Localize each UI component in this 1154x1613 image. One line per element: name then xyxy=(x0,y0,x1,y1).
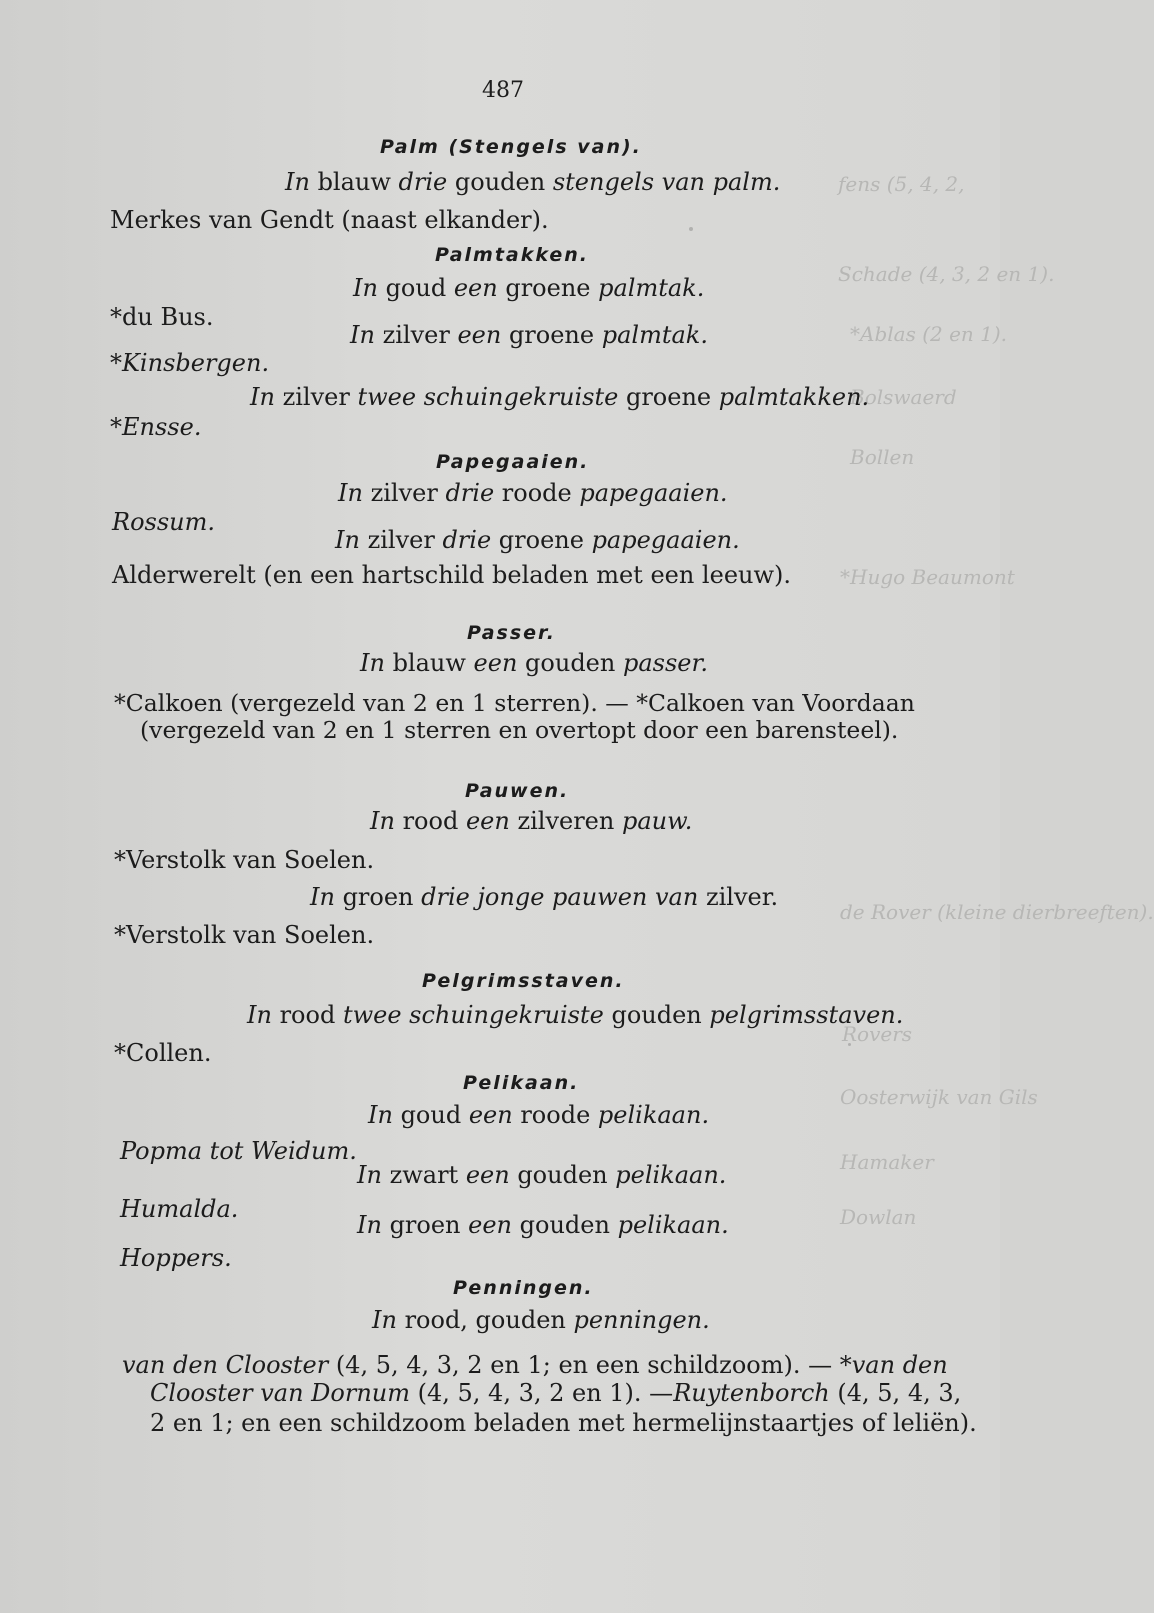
blazon-line: In goud een groene palmtak. xyxy=(353,274,705,302)
family-entry: 2 en 1; en een schildzoom beladen met hermelijnstaartjes of leliën). xyxy=(150,1409,977,1437)
blazon-line: In zilver een groene palmtak. xyxy=(350,321,708,349)
bleed-through-text: Bollen xyxy=(850,445,915,469)
bleed-through-text: Hamaker xyxy=(840,1150,934,1174)
section-heading-pelikaan: Pelikaan. xyxy=(463,1072,580,1094)
family-entry: *Calkoen (vergezeld van 2 en 1 sterren). — *Calkoen van Voordaan xyxy=(114,689,915,717)
bleed-through-text: *Hugo Beaumont xyxy=(840,565,1015,589)
blazon-line: In zilver twee schuingekruiste groene palmtakken. xyxy=(250,383,870,411)
blazon-line: In zwart een gouden pelikaan. xyxy=(357,1161,727,1189)
family-name: Rossum. xyxy=(112,508,215,536)
family-name: *Collen. xyxy=(114,1039,212,1067)
bleed-through-text: fens (5, 4, 2, xyxy=(838,172,965,196)
blazon-line: In blauw een gouden passer. xyxy=(360,649,708,677)
family-name: *Verstolk van Soelen. xyxy=(114,921,375,949)
bleed-through-text: Dowlan xyxy=(840,1205,917,1229)
section-heading-penningen: Penningen. xyxy=(453,1277,594,1299)
family-entry: Clooster van Dornum (4, 5, 4, 3, 2 en 1). —Ruytenborch (4, 5, 4, 3, xyxy=(150,1379,962,1407)
blazon-line: In zilver drie groene papegaaien. xyxy=(335,526,740,554)
bleed-through-text: Rovers xyxy=(842,1022,913,1046)
blazon-line: In rood twee schuingekruiste gouden pelgrimsstaven. xyxy=(247,1001,904,1029)
family-name: Popma tot Weidum. xyxy=(120,1137,357,1165)
section-heading-pauwen: Pauwen. xyxy=(465,780,570,802)
section-heading-pelgrimsstaven: Pelgrimsstaven. xyxy=(422,970,625,992)
blazon-line: In groen drie jonge pauwen van zilver. xyxy=(310,883,779,911)
family-name: *Verstolk van Soelen. xyxy=(114,846,375,874)
bleed-through-text: *Ablas (2 en 1). xyxy=(850,322,1008,346)
paper-speck xyxy=(848,1043,851,1046)
family-name: *Ensse. xyxy=(110,413,202,441)
blazon-line: In blauw drie gouden stengels van palm. xyxy=(285,168,781,196)
section-heading-passer: Passer. xyxy=(467,622,556,644)
blazon-line: In zilver drie roode papegaaien. xyxy=(338,479,728,507)
bleed-through-text: Schade (4, 3, 2 en 1). xyxy=(838,262,1055,286)
family-name: Humalda. xyxy=(120,1195,239,1223)
section-heading-palm: Palm (Stengels van). xyxy=(380,136,642,158)
page-number: 487 xyxy=(482,78,524,103)
family-name: Alderwerelt (en een hartschild beladen met een leeuw). xyxy=(112,561,792,589)
blazon-line: In rood een zilveren pauw. xyxy=(370,807,693,835)
blazon-line: In goud een roode pelikaan. xyxy=(368,1101,710,1129)
section-heading-palmtakken: Palmtakken. xyxy=(435,244,589,266)
paper-speck xyxy=(689,227,693,231)
family-name: Merkes van Gendt (naast elkander). xyxy=(110,206,549,234)
family-entry: (vergezeld van 2 en 1 sterren en overtopt door een barensteel). xyxy=(140,716,899,744)
section-heading-papegaaien: Papegaaien. xyxy=(436,451,590,473)
family-name: Hoppers. xyxy=(120,1244,232,1272)
blazon-line: In rood, gouden penningen. xyxy=(372,1306,710,1334)
blazon-line: In groen een gouden pelikaan. xyxy=(357,1211,729,1239)
family-name: *du Bus. xyxy=(110,303,214,331)
bleed-through-text: Oosterwijk van Gils xyxy=(840,1085,1038,1109)
family-name: *Kinsbergen. xyxy=(110,349,270,377)
bleed-through-text: Bolswaerd xyxy=(850,385,957,409)
bleed-through-text: de Rover (kleine dierbreeften). xyxy=(840,900,1154,924)
family-entry: van den Clooster (4, 5, 4, 3, 2 en 1; en een schildzoom). — *van den xyxy=(122,1351,948,1379)
